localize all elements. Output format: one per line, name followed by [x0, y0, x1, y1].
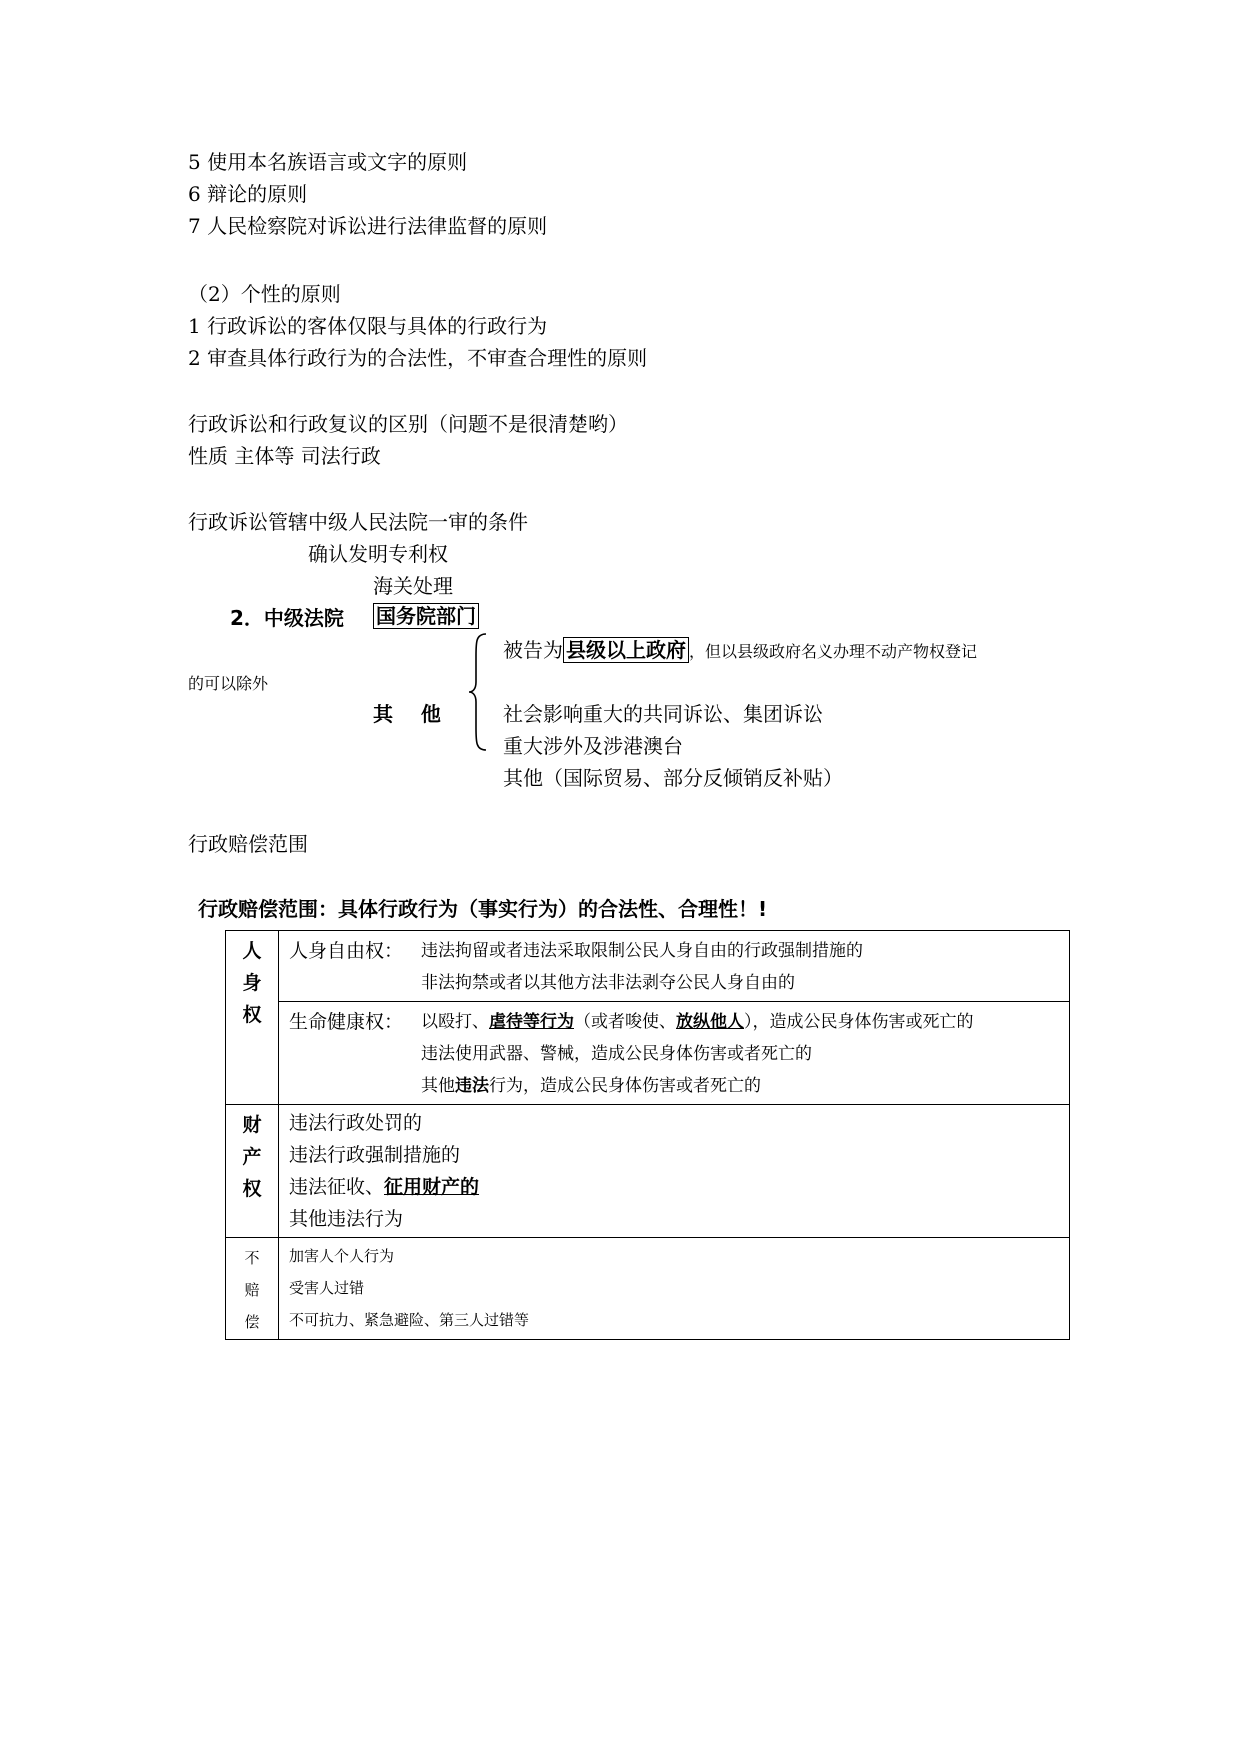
compensation-title: 行政赔偿范围: [188, 832, 308, 856]
property-rights-head: 财 产 权: [226, 1105, 279, 1238]
difference-title: 行政诉讼和行政复议的区别（问题不是很清楚哟）: [188, 412, 628, 436]
county-gov-box: 县级以上政府: [563, 637, 689, 663]
personal-rights-head: 人 身 权: [226, 931, 279, 1105]
principle-7: 7 人民检察院对诉讼进行法律监督的原则: [188, 214, 548, 238]
jurisdiction-other-items: 其他（国际贸易、部分反倾销反补贴）: [503, 766, 843, 790]
compensation-heading: 行政赔偿范围：具体行政行为（事实行为）的合法性、合理性！!: [198, 897, 768, 921]
no-compensation-item: 加害人个人行为: [289, 1247, 395, 1265]
property-item: 违法征收、征用财产的: [289, 1176, 480, 1198]
property-item: 其他违法行为: [289, 1208, 404, 1230]
table-row-no-compensation: [226, 1238, 1070, 1340]
individual-principles-heading: （2）个性的原则: [188, 282, 341, 306]
principle-6: 6 辩论的原则: [188, 182, 308, 206]
no-compensation-item: 受害人过错: [289, 1279, 365, 1297]
health-section: 生命健康权： 以殴打、虐待等行为（或者唆使、放纵他人），造成公民身体伤害或死亡的 违法使用武器、警械，造成公民身体伤害或者死亡的 其他违法行为，造成公民身体伤害或者死亡的: [279, 1001, 1069, 1104]
jurisdiction-state-council: 国务院部门: [373, 604, 479, 628]
table-row-property: [226, 1105, 1070, 1238]
jurisdiction-patent: 确认发明专利权: [308, 542, 448, 566]
individual-principle-2: 2 审查具体行政行为的合法性，不审查合理性的原则: [188, 346, 648, 370]
compensation-table: [225, 930, 1070, 1340]
property-item: 违法行政强制措施的: [289, 1144, 461, 1166]
no-compensation-item: 不可抗力、紧急避险、第三人过错等: [289, 1311, 530, 1329]
jurisdiction-social-impact: 社会影响重大的共同诉讼、集团诉讼: [503, 702, 823, 726]
jurisdiction-court-label: 2．中级法院: [230, 606, 344, 630]
jurisdiction-customs: 海关处理: [373, 574, 453, 598]
jurisdiction-others-label: 其 他: [373, 702, 441, 726]
jurisdiction-title: 行政诉讼管辖中级人民法院一审的条件: [188, 510, 528, 534]
jurisdiction-exception-tail: 的可以除外: [188, 674, 269, 693]
jurisdiction-foreign: 重大涉外及涉港澳台: [503, 734, 683, 758]
no-compensation-head: 不 赔 偿: [226, 1238, 279, 1340]
table-row-personal: [226, 931, 1070, 1105]
liberty-section: 人身自由权： 违法拘留或者违法采取限制公民人身自由的行政强制措施的 非法拘禁或者以其他方法非法剥夺公民人身自由的: [289, 940, 863, 993]
individual-principle-1: 1 行政诉讼的客体仅限与具体的行政行为: [188, 314, 548, 338]
principle-5: 5 使用本名族语言或文字的原则: [188, 150, 468, 174]
curly-brace-icon: [468, 632, 488, 752]
property-item: 违法行政处罚的: [289, 1112, 423, 1134]
difference-items: 性质 主体等 司法行政: [188, 444, 381, 468]
jurisdiction-defendant: 被告为 县级以上政府 ，但以县级政府名义办理不动产物权登记: [503, 638, 978, 662]
